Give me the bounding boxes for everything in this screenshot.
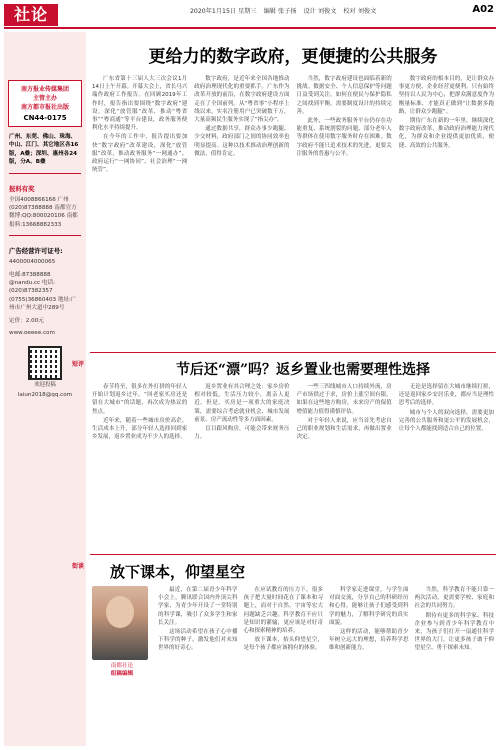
paragraph: 数字政府，是近年来全国各地推动政府治理现代化的重要抓手。广东作为改革开放的前沿，在数字政府建设方面走在了全国前列。从“粤省事”小程序上线以来，实名注册用户已突破数千万，大量高频民生服务实现了“指尖办”。	[194, 76, 290, 124]
section-kicker: 街谈	[71, 563, 84, 570]
masthead-rule	[4, 27, 496, 29]
article-column	[244, 586, 324, 750]
paragraph: 这样的活动，能够帮助青少年树立远大的理想，培养科学思维和创新能力。	[329, 629, 409, 652]
paragraph: 广东省第十三届人大三次会议1月14日上午开幕。开幕大会上，省长马兴瑞作政府工作报告。在回顾2019年工作时，报告指出要围绕“数字政府”建设，深化“放管服”改革，推动“粤省事”“粤商通”等平台建设，政务服务便利化水平持续提升。	[92, 76, 188, 132]
article-headline: 更给力的数字政府，更便捷的公共服务	[148, 47, 438, 67]
paragraph: 返乡置业有其合理之处：家乡房价相对较低，生活压力较小，离亲人更近。但是，买房是一项重大的家庭决策，需要综合考虑就业机会、城市发展前景、房产流动性等多方面因素。	[194, 384, 290, 423]
article-column	[415, 586, 495, 750]
paragraph: 在应试教育的压力下，很多孩子把大量时间花在了课本和习题上，而对于自然、宇宙等宏大问题缺乏兴趣。科学教育不应只是知识的灌输，更应该是对好奇心和探索精神的培养。	[243, 587, 323, 635]
article-headline: 节后还“漂”吗？返乡置业也需要理性选择	[175, 362, 431, 378]
sidebar	[4, 32, 86, 746]
article-column	[329, 586, 409, 750]
hotline-info: 全国4008866166 广州(020)87388888 南都官方微博:QQ:800020106 南都报料:13668882333	[9, 196, 78, 228]
paragraph: 对于年轻人来说，应当首先考虑自己的职业规划和生活需求，再做出置业决定。	[296, 417, 392, 441]
section-title: 社论	[4, 4, 58, 26]
masthead	[0, 0, 500, 28]
paragraph: 最近，在第二届青少年科学小会上，腾讯联合国内外顶尖科学家，为青少年开设了一堂特别的科学课，吸引了众多学生和家长关注。	[158, 587, 238, 626]
hotline-title: 报料有奖	[9, 184, 35, 193]
paragraph: 此外，一些政务服务平台仍存在功能重复、系统割裂的问题，部分老年人等群体在使用数字服务时存在困难。数字政府不能只追求技术的先进，更要关注服务的普惠与公平。	[296, 118, 392, 157]
paragraph: 当然，科学教育不能只靠一两次活动，更需要学校、家庭和社会的共同努力。	[414, 587, 494, 610]
brand-line: 主管主办	[32, 95, 57, 102]
paragraph: 期待有更多的科学家、科技企业参与到青少年科学教育中来，为孩子们打开一扇通往科学世界的大门，让更多孩子敢于仰望星空、勇于探索未知。	[414, 612, 494, 652]
article-body	[90, 586, 496, 750]
divider	[9, 235, 81, 236]
paragraph: 在今年的工作中，报告提出要加快“数字政府”改革建设，深化“放管服”改革，推动政务服务“一网通办”、政府运行“一网协同”、社会治理“一网统管”。	[92, 134, 188, 174]
article-column	[92, 383, 187, 551]
paragraph: 放下课本，抬头仰望星空，是每个孩子都应该拥有的体验。	[243, 637, 323, 652]
paragraph: 这场活动希望在孩子心中播下科学的种子，激发他们对未知世界的好奇心。	[158, 629, 238, 652]
article-headline: 放下课本，仰望星空	[110, 563, 246, 581]
commentary-article	[71, 352, 496, 554]
column-article	[71, 554, 496, 750]
byline-name: 组稿编辑	[110, 671, 134, 677]
article-column	[158, 586, 238, 750]
paragraph: 近年来，随着一些城市房价高企、生活成本上升，部分年轻人选择回到家乡发展，返乡置业成为不少人的选择。	[92, 417, 188, 441]
main-content	[71, 32, 496, 750]
paragraph: 科学家走进课堂，与学生面对面交流，分享自己的科研经历和心得，能够让孩子们感受到科学的魅力，了解科学研究的真实面貌。	[329, 587, 409, 626]
contact-info: 电邮:87388888 @nandu.cc 电话:(020)87382357 (0755)36860403 地址:广州市广州大道中289号	[9, 271, 77, 312]
byline	[92, 662, 152, 678]
section-kicker: 短评	[71, 361, 84, 368]
paragraph: 盲目跟风购房，可能会带来财务压力。	[194, 426, 290, 441]
author-portrait	[92, 586, 148, 660]
price-info	[4, 315, 86, 327]
article-column	[194, 383, 289, 551]
byline-org: 南都社论	[110, 663, 134, 669]
paragraph: 无论是选择留在大城市继续打拼，还是返回家乡安居乐业，都应当是理性思考后的选择。	[398, 384, 494, 407]
page-number: A02	[472, 4, 494, 15]
article-column	[92, 75, 187, 337]
paragraph: 当然，数字政府建设也面临着新的挑战。数据安全、个人信息保护等问题日益受到关注。如何在便民与保护隐私之间找到平衡，需要制度设计的持续完善。	[296, 76, 392, 115]
ad-license: 4400004000065	[9, 259, 56, 266]
paragraph: 春节将至，很多在外打拼的年轻人开始计划返乡过年。“回老家买房还是留在大城市”的话题，再次成为热议的焦点。	[92, 384, 188, 415]
submission-email[interactable]: laiun2018@qq.com	[17, 391, 73, 398]
website-link[interactable]: www.oeeee.com	[9, 330, 55, 337]
ad-license-title: 广告经营许可证号:	[9, 247, 63, 256]
editor-credit: 编辑 张子扬	[263, 8, 297, 15]
brand-line: 南方报业传媒集团	[20, 86, 69, 93]
brand-line: 南方都市报社出版	[20, 104, 69, 111]
article-body	[90, 75, 496, 337]
paragraph: 通过数据共享，群众办事少跑腿、少交材料，政府部门之间的协同效率也明显提高。这种以技术推动治理创新的做法，值得肯定。	[194, 126, 290, 157]
qr-code-icon	[28, 346, 62, 380]
publisher-box	[8, 80, 82, 127]
article-column	[194, 75, 289, 337]
price-value: 2.00元	[25, 317, 44, 324]
masthead-info	[190, 6, 381, 15]
qr-label: 欢迎投稿	[34, 381, 56, 388]
price-label: 定价：	[9, 317, 26, 324]
article-column	[399, 75, 494, 337]
editorial-article	[90, 42, 496, 352]
proof-credit: 校对 刘俊文	[343, 8, 377, 15]
issue-date: 2020年1月15日 星期三	[190, 8, 257, 15]
article-column	[297, 383, 392, 551]
paragraph: 城市与个人的双向选择，需要更加完善的公共服务和更公平的发展机会，让每个人都能找到适合自己的位置。	[398, 409, 494, 433]
paragraph: 一些三四线城市人口持续外流，房产市场供过于求，房价上涨空间有限。如果在这些地方购房，未来房产的保值增值能力值得谨慎评估。	[296, 384, 392, 415]
divider	[9, 173, 81, 174]
article-column	[399, 383, 494, 551]
designer-credit: 设计 刘俊文	[303, 8, 337, 15]
editions-info: 广州、东莞、佛山、珠海、中山、江门、其它地区各16版，A叠；深圳、惠州各24版，分A、B叠	[9, 134, 79, 166]
paragraph: 数字政府的根本目的，是让群众办事更方便、企业经营更便利。只有始终坚持以人民为中心，把群众满意度作为衡量标准，才能真正做到“让数据多跑路，让群众少跑腿”。	[398, 76, 494, 115]
author-block	[92, 586, 152, 750]
paragraph: 期待广东在新的一年里，继续深化数字政府改革，推动政府治理能力现代化，为群众和企业提供更加优质、便捷、高效的公共服务。	[398, 118, 494, 149]
article-body	[90, 383, 496, 551]
publication-code: CN44-0175	[23, 114, 67, 122]
article-column	[297, 75, 392, 337]
